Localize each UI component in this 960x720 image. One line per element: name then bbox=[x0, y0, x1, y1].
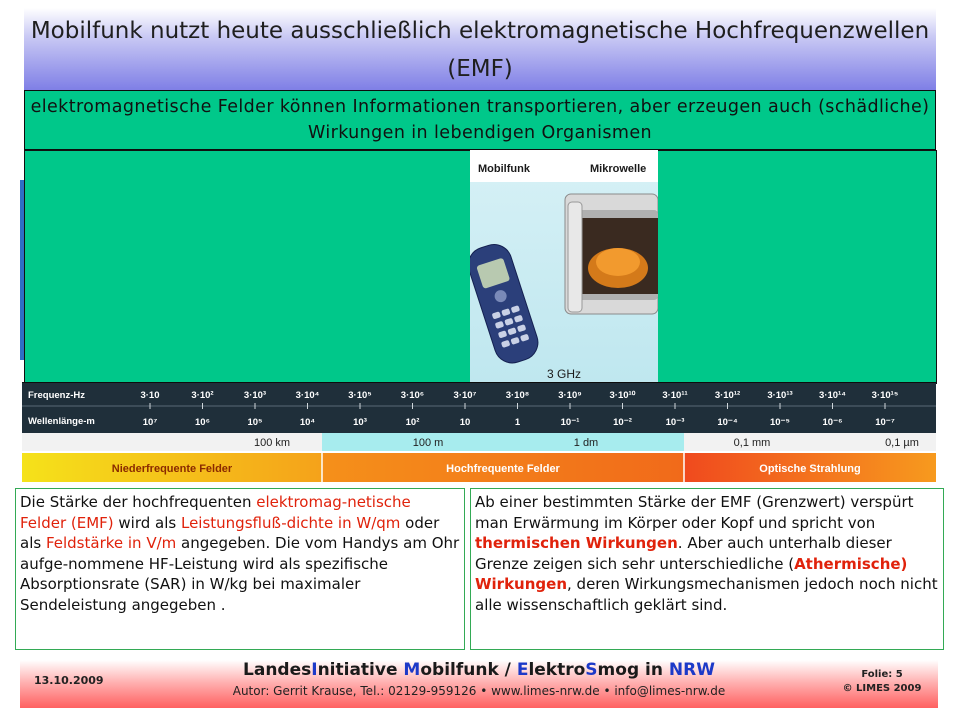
footer-slide-number: Folie: 5 bbox=[861, 669, 903, 680]
wavelength-tick-label: 10³ bbox=[353, 417, 367, 428]
left-highlight-emf: elektromag-netische Felder (EMF) bbox=[20, 493, 411, 532]
frequency-tick-label: 3·10⁶ bbox=[400, 390, 425, 401]
frequency-tick-label: 3·10¹² bbox=[714, 390, 741, 401]
right-highlight-athermal: Athermische) Wirkungen bbox=[475, 554, 908, 594]
scale-mark-label: 0,1 µm bbox=[885, 437, 919, 449]
wavelength-tick-label: 10⁻⁶ bbox=[822, 417, 843, 428]
frequency-tick-label: 3·10¹¹ bbox=[662, 390, 688, 401]
image-label-mikrowelle: Mikrowelle bbox=[590, 163, 647, 175]
left-text-2: wird als bbox=[113, 513, 181, 532]
left-text-4: angegeben. Die vom Handys am Ohr aufge-nommene HF-Leistung wird als spezifische Absorptionsrate (SAR) in W/kg bei maximaler Sendeleistung angegeben . bbox=[20, 534, 460, 614]
footer-date: 13.10.2009 bbox=[34, 674, 104, 687]
wavelength-tick-label: 10⁵ bbox=[247, 417, 263, 428]
frequency-tick-label: 3·10 bbox=[140, 390, 160, 401]
footer-title-part: I bbox=[311, 660, 318, 680]
frequency-tick-label: 3·10³ bbox=[243, 390, 267, 401]
frequency-tick-label: 3·10⁸ bbox=[505, 390, 530, 401]
wavelength-tick-label: 10⁻⁴ bbox=[717, 417, 738, 428]
image-label-mobilfunk: Mobilfunk bbox=[478, 163, 530, 175]
subtitle-text: elektromagnetische Felder können Informationen transportieren, aber erzeugen auch (schädliche) Wirkungen in lebendigen Organismen bbox=[30, 97, 930, 143]
device-image bbox=[470, 150, 658, 382]
footer-title-part: obilfunk / bbox=[420, 660, 517, 680]
footer-title-part: nitiative bbox=[317, 660, 404, 680]
right-text-1: Ab einer bestimmten Stärke der EMF (Grenzwert) verspürt man Erwärmung im Körper oder Kopf und spricht von bbox=[475, 493, 914, 532]
wavelength-tick-label: 10⁴ bbox=[299, 417, 316, 428]
frequency-tick-label: 3·10² bbox=[191, 390, 214, 401]
slide-title: Mobilfunk nutzt heute ausschließlich elektromagnetische Hochfrequenzwellen (EMF) bbox=[30, 18, 930, 82]
frequency-tick-label: 3·10⁷ bbox=[453, 390, 477, 401]
footer-title-part: M bbox=[403, 660, 421, 680]
wavelength-tick-label: 10⁻² bbox=[613, 417, 632, 428]
wavelength-ticks bbox=[143, 417, 895, 428]
footer-title bbox=[20, 660, 938, 680]
left-highlight-field-strength: Feldstärke in V/m bbox=[45, 534, 177, 553]
wavelength-row-label: Wellenlänge-m bbox=[28, 416, 95, 427]
frequency-spectrum bbox=[22, 382, 936, 482]
footer-title-part: lektro bbox=[528, 660, 586, 680]
frequency-tick-label: 3·10⁹ bbox=[558, 390, 582, 401]
wavelength-tick-label: 10⁷ bbox=[142, 417, 158, 428]
wavelength-tick-label: 10⁻¹ bbox=[560, 417, 580, 428]
wavelength-tick-label: 10⁻⁷ bbox=[875, 417, 895, 428]
frequency-tick-label: 3·10¹⁵ bbox=[871, 390, 899, 401]
frequency-tick-label: 3·10⁴ bbox=[295, 390, 320, 401]
right-text-3: , deren Wirkungsmechanismen jedoch noch nicht alle wissenschaftlich geklärt sind. bbox=[475, 575, 938, 614]
wavelength-tick-label: 1 bbox=[514, 417, 521, 428]
band-optical: Optische Strahlung bbox=[759, 463, 861, 475]
phone-microwave-illustration bbox=[470, 182, 658, 382]
left-info-box bbox=[15, 488, 465, 650]
footer-author: Autor: Gerrit Krause, Tel.: 02129-959126 • www.limes-nrw.de • info@limes-nrw.de bbox=[232, 684, 726, 698]
footer-title-part: mog in bbox=[597, 660, 669, 680]
image-frequency-label: 3 GHz bbox=[546, 367, 582, 381]
footer-title-part: NRW bbox=[668, 660, 715, 680]
wavelength-tick-label: 10⁶ bbox=[195, 417, 210, 428]
scale-mark-label: 0,1 mm bbox=[733, 437, 771, 449]
frequency-tick-label: 3·10¹³ bbox=[767, 390, 793, 401]
right-highlight-thermal: thermischen Wirkungen bbox=[475, 534, 678, 553]
footer-slide-info bbox=[832, 668, 932, 696]
frequency-row-label: Frequenz-Hz bbox=[28, 390, 85, 401]
frequency-tick-label: 3·10¹⁴ bbox=[819, 390, 846, 401]
wavelength-tick-label: 10 bbox=[459, 417, 471, 428]
left-text-3: oder als bbox=[20, 513, 440, 553]
wavelength-tick-label: 10² bbox=[405, 417, 420, 428]
left-green-panel bbox=[24, 150, 472, 384]
left-text-1: Die Stärke der hochfrequenten bbox=[20, 493, 257, 511]
left-highlight-power-density: Leistungsfluß-dichte in W/qm bbox=[180, 513, 401, 532]
band-low-frequency: Niederfrequente Felder bbox=[111, 463, 233, 475]
frequency-tick-label: 3·10⁵ bbox=[348, 390, 372, 401]
right-info-box bbox=[470, 488, 944, 650]
wavelength-tick-label: 10⁻⁵ bbox=[769, 417, 791, 428]
frequency-tick-label: 3·10¹⁰ bbox=[609, 390, 636, 401]
footer-title-part: Landes bbox=[243, 660, 312, 680]
band-high-frequency: Hochfrequente Felder bbox=[446, 463, 560, 475]
footer-title-part: E bbox=[516, 660, 529, 680]
right-green-panel bbox=[656, 150, 937, 384]
wavelength-tick-label: 10⁻³ bbox=[665, 417, 685, 428]
right-text-2: . Aber auch unterhalb dieser Grenze zeigen sich sehr unterschiedliche ( bbox=[475, 534, 892, 573]
scale-mark-label: 100 km bbox=[253, 437, 291, 449]
footer-title-part: S bbox=[585, 660, 598, 680]
footer-copyright: © LIMES 2009 bbox=[842, 683, 922, 694]
scale-mark-label: 100 m bbox=[412, 437, 444, 449]
scale-mark-label: 1 dm bbox=[573, 437, 599, 449]
